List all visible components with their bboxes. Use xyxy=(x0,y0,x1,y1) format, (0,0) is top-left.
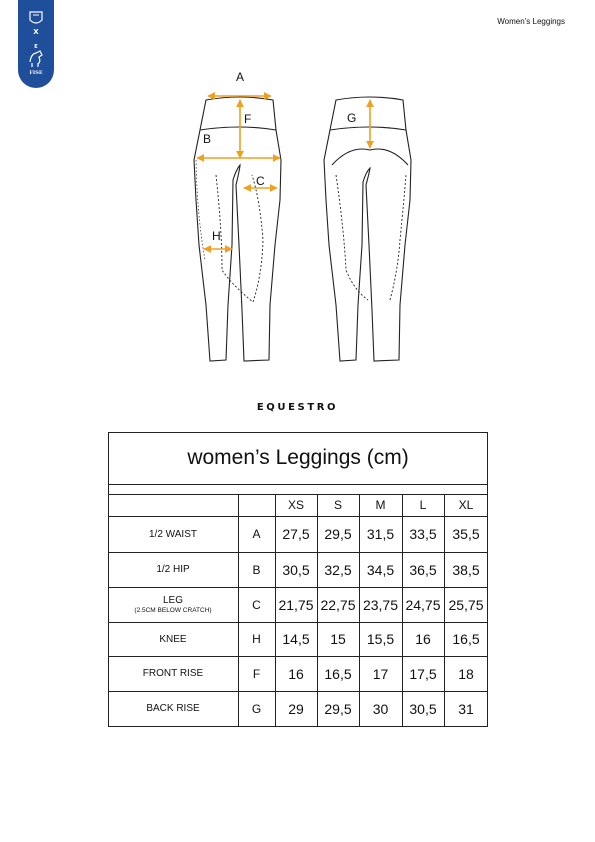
measurement-name: KNEE xyxy=(159,633,187,645)
size-header-l: L xyxy=(419,498,427,512)
measurement-code: B xyxy=(252,562,261,577)
badge-small-text: E xyxy=(34,44,38,50)
table-cell: 36,5 xyxy=(409,561,437,578)
badge-org: FISE xyxy=(29,70,43,76)
table-cell: 23,75 xyxy=(362,596,399,613)
table-cell: 18 xyxy=(458,665,474,682)
table-cell: 29 xyxy=(288,700,304,717)
row-label xyxy=(108,587,238,622)
size-header-s: S xyxy=(333,498,342,512)
measurement-note: (2.5CM BELOW CRATCH) xyxy=(134,607,212,614)
table-cell: 17 xyxy=(372,665,389,682)
table-cell: 30,5 xyxy=(409,700,437,717)
measurement-code: A xyxy=(252,527,261,541)
table-cell: 24,75 xyxy=(405,596,441,613)
badge-cross: X xyxy=(33,28,39,36)
size-header-m: M xyxy=(375,498,386,512)
measurement-name: 1/2 WAIST xyxy=(149,528,197,540)
measurement-code: C xyxy=(252,597,261,612)
size-header-xs: XS xyxy=(287,498,304,512)
document-title: Women’s Leggings xyxy=(497,17,565,26)
table-cell: 34,5 xyxy=(366,561,395,578)
row-label xyxy=(108,552,238,587)
label-c: C xyxy=(256,174,265,188)
row-label xyxy=(108,656,238,691)
label-g: G xyxy=(347,111,357,125)
table-cell: 33,5 xyxy=(409,526,437,542)
label-f: F xyxy=(244,112,252,126)
measurement-code: H xyxy=(252,632,261,646)
table-cell: 31,5 xyxy=(366,526,395,542)
table-cell: 29,5 xyxy=(324,700,352,717)
brand-name: EQUESTRO xyxy=(256,402,339,413)
measurement-name: 1/2 HIP xyxy=(156,564,190,575)
measurement-name: FRONT RISE xyxy=(142,668,204,679)
measurement-name: BACK RISE xyxy=(146,703,200,714)
table-cell: 16,5 xyxy=(324,665,352,682)
size-header-xl: XL xyxy=(458,498,474,512)
table-cell: 30 xyxy=(372,700,389,717)
table-cell: 14,5 xyxy=(282,631,310,647)
label-h: H xyxy=(212,229,221,243)
measurement-code: G xyxy=(251,701,262,716)
table-title: women’s Leggings (cm) xyxy=(187,446,409,469)
table-cell: 38,5 xyxy=(452,561,480,578)
measurement-name: LEG xyxy=(162,595,183,606)
label-a: A xyxy=(236,70,245,84)
table-cell: 30,5 xyxy=(282,561,310,578)
table-cell: 15,5 xyxy=(366,631,395,647)
table-cell: 22,75 xyxy=(320,596,356,613)
label-b: B xyxy=(203,132,212,146)
measurement-code: F xyxy=(252,666,261,681)
table-cell: 29,5 xyxy=(324,526,352,542)
table-cell: 32,5 xyxy=(324,561,352,578)
table-cell: 16 xyxy=(415,631,431,647)
row-label xyxy=(108,622,238,656)
row-label xyxy=(108,516,238,552)
table-cell: 31 xyxy=(458,700,474,717)
row-label xyxy=(108,691,238,726)
table-cell: 17,5 xyxy=(409,665,437,682)
table-cell: 35,5 xyxy=(452,526,480,542)
table-cell: 21,75 xyxy=(278,596,314,613)
table-cell: 25,75 xyxy=(448,596,484,613)
table-cell: 27,5 xyxy=(282,526,310,542)
table-cell: 16,5 xyxy=(452,631,480,647)
table-cell: 15 xyxy=(330,631,346,647)
table-cell: 16 xyxy=(288,665,304,682)
